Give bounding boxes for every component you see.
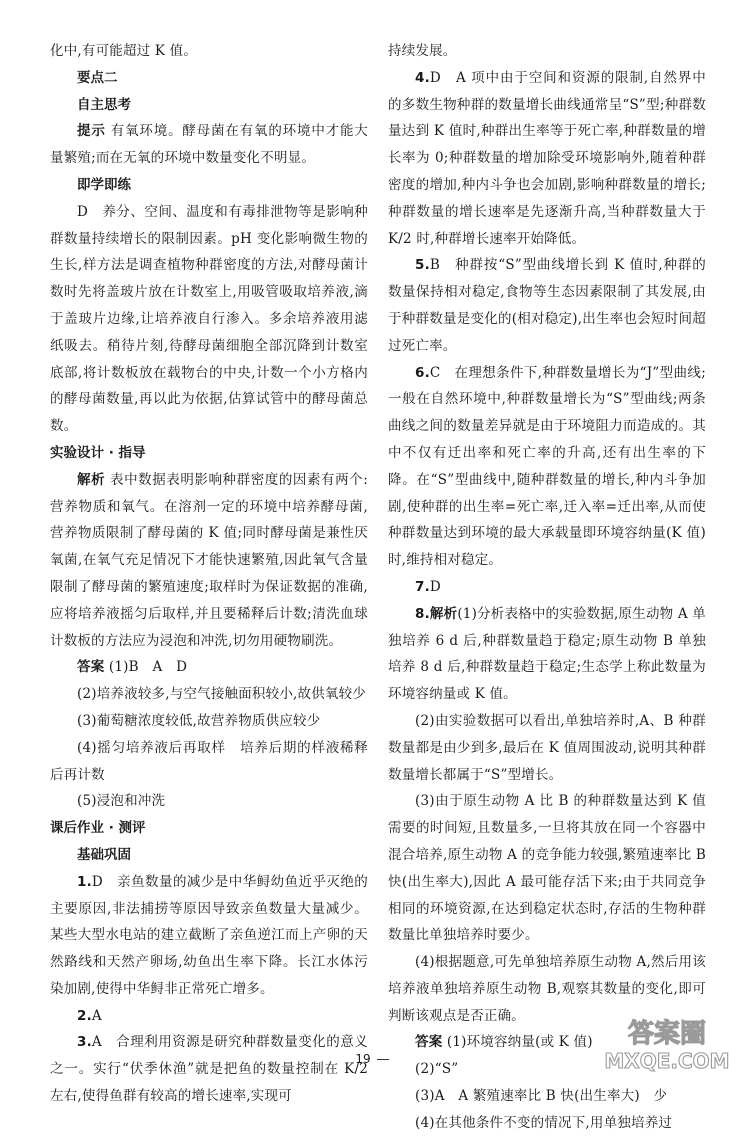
question-5-text: B 种群按“S”型曲线增长到 K 值时,种群的数量保持相对稳定,食物等生态因素限制了其发展,由于种群数量是变化的(相对稳定),出生率也会短时间超过死亡率。 xyxy=(388,257,706,354)
question-6-number: 6. xyxy=(415,364,430,381)
answer-label: 答案 xyxy=(77,659,105,676)
answer-r-line-2: (2)“S” xyxy=(415,1061,459,1078)
hint-label: 提示 xyxy=(77,123,106,140)
question-6 xyxy=(388,360,706,574)
heading-homework: 课后作业 · 测评 xyxy=(50,820,146,837)
answer-line-1 xyxy=(50,654,368,681)
question-8-number: 8. xyxy=(415,605,430,622)
answer-line-3: (3)葡萄糖浓度较低,故营养物质供应较少 xyxy=(77,712,321,729)
question-3-number: 3. xyxy=(77,1034,92,1051)
answer-line-5: (5)浸泡和冲洗 xyxy=(77,793,166,810)
answer-text-1: (1)B A D xyxy=(104,659,188,676)
question-1-text: D 亲鱼数量的减少是中华鲟幼鱼近乎灭绝的主要原因,非法捕捞等原因导致亲鱼数量大量减少。某些大型水电站的建立截断了亲鱼逆江而上产卵的天然路线和天然产卵场,幼鱼出生率下降。长江水体污染加剧,使得中华鲟非正常死亡增多。 xyxy=(50,873,368,997)
watermark-text-top: 答案圈 xyxy=(627,1019,707,1049)
question-6-text: C 在理想条件下,种群数量增长为“J”型曲线;一般在自然环境中,种群数量增长为“S”型曲线;两条曲线之间的数量差异就是由于环境阻力而造成的。其中不仅有迁出率和死亡率的升高,还有出生率的下降。在“S”型曲线中,随种群数量的增长,种内斗争加剧,使种群的出生率=死亡率,迁入率=迁出率,从而使种群数量达到环境的最大承载量即环境容纳量(K 值)时,维持相对稳定。 xyxy=(388,364,706,569)
answer-line-4: (4)摇匀培养液后再取样 培养后期的样液稀释后再计数 xyxy=(50,739,368,783)
question-4-text: D A 项中由于空间和资源的限制,自然界中的多数生物种群的数量增长曲线通常呈“S”型;种群数量达到 K 值时,种群出生率等于死亡率,种群数量的增长率为 0;种群数量的增加除受环境影响外,随着种群密度的增加,种内斗争也会加剧,影响种群数量的增长;种群数量的增长速率是先逐渐升高,当种群数量大于 K/2 时,种群增长速率开始降低。 xyxy=(388,69,706,247)
answer-r-text-1: (1)环境容纳量(或 K 值) xyxy=(442,1034,593,1051)
question-1-number: 1. xyxy=(77,873,92,890)
question-4 xyxy=(388,65,706,253)
question-8-line-2: (2)由实验数据可以看出,单独培养时,A、B 种群数量都是由少到多,最后在 K 值周围波动,说明其种群数量增长都属于“S”型增长。 xyxy=(388,712,706,783)
question-7-text: D xyxy=(429,578,441,595)
practice-paragraph: D 养分、空间、温度和有毒排泄物等是影响种群数量持续增长的限制因素。pH 变化影响微生物的生长,样方法是调查植物种群密度的方法,对酵母菌计数时先将盖玻片放在计数室上,用吸管吸取培养液,滴于盖玻片边缘,让培养液自行渗入。多余培养液用滤纸吸去。稍待片刻,待酵母菌细胞全部沉降到计数室底部,将计数板放在载物台的中央,计数一个小方格内的酵母菌数量,再以此为依据,估算试管中的酵母菌总数。 xyxy=(50,203,368,435)
heading-basics: 基础巩固 xyxy=(77,846,131,863)
question-8-line-4: (4)根据题意,可先单独培养原生动物 A,然后用该培养液单独培养原生动物 B,观察其数量的变化,即可判断该观点是否正确。 xyxy=(388,954,706,1024)
heading-experiment-design: 实验设计 · 指导 xyxy=(50,444,146,461)
analysis-text: 表中数据表明影响种群密度的因素有两个:营养物质和氧气。在溶剂一定的环境中培养酵母菌,营养物质限制了酵母菌的 K 值;同时酵母菌是兼性厌氧菌,在氧气充足情况下才能快速繁殖,因此氧气含量限制了酵母菌的繁殖速度;取样时为保证数据的准确,应将培养液摇匀后取样,并且要稀释后计数;清洗血球计数板的方法应为浸泡和冲洗,切勿用硬物刷洗。 xyxy=(50,471,368,649)
question-7-number: 7. xyxy=(415,578,430,595)
analysis-paragraph xyxy=(50,467,368,655)
question-4-number: 4. xyxy=(415,69,430,86)
question-2 xyxy=(50,1003,368,1030)
answer-r-label: 答案 xyxy=(415,1034,443,1051)
question-8-label: 解析 xyxy=(429,605,458,622)
paragraph-continuation-right: 持续发展。 xyxy=(388,43,457,59)
paragraph-continuation: 化中,有可能超过 K 值。 xyxy=(50,43,198,59)
heading-self-thinking: 自主思考 xyxy=(77,96,131,113)
question-3-text: A 合理利用资源是研究种群数量变化的意义之一。实行“伏季休渔”就是把鱼的数量控制在 K/2 左右,使得鱼群有较高的增长速率,实现可 xyxy=(50,1034,368,1105)
heading-practice: 即学即练 xyxy=(77,176,131,193)
left-column xyxy=(50,38,371,1110)
answer-line-2: (2)培养液较多,与空气接触面积较小,故供氧较少 xyxy=(77,686,367,703)
hint-paragraph xyxy=(50,118,368,172)
heading-key-point-two: 要点二 xyxy=(77,69,118,86)
watermark-text-bottom: MXQE.COM xyxy=(604,1049,730,1073)
right-column xyxy=(388,38,706,1137)
hint-text: 有氧环境。酵母菌在有氧的环境中才能大量繁殖;而在无氧的环境中数量变化不明显。 xyxy=(50,123,368,167)
question-8-line-1 xyxy=(388,601,706,708)
analysis-label: 解析 xyxy=(77,471,106,488)
question-8-text-1: (1)分析表格中的实验数据,原生动物 A 单独培养 6 d 后,种群数量趋于稳定;原生动物 B 单独培养 8 d 后,种群数量趋于稳定;生态学上称此数量为环境容纳量或 K 值。 xyxy=(388,605,706,703)
answer-r-line-4: (4)在其他条件不变的情况下,用单独培养过 xyxy=(415,1114,673,1131)
question-5 xyxy=(388,252,706,359)
page-number: 19 xyxy=(355,1052,371,1066)
question-2-text: A xyxy=(91,1007,102,1024)
question-5-number: 5. xyxy=(415,257,430,274)
footer-dash xyxy=(377,1059,389,1060)
question-8-line-3: (3)由于原生动物 A 比 B 的种群数量达到 K 值需要的时间短,且数量多,一旦将其放在同一个容器中混合培养,原生动物 A 的竞争能力较强,繁殖速率比 B 快(出生率大),因此 A 最可能存活下来;由于共同竞争相同的环境资源,在达到稳定状态时,存活的生物种群数量比单独培养时要少。 xyxy=(388,793,706,944)
question-2-number: 2. xyxy=(77,1007,92,1024)
watermark-logo xyxy=(602,1012,732,1074)
question-7 xyxy=(388,574,706,601)
answer-r-line-3: (3)A A 繁殖速率比 B 快(出生率大) 少 xyxy=(415,1088,668,1105)
question-1 xyxy=(50,869,368,1003)
question-3 xyxy=(50,1029,371,1109)
